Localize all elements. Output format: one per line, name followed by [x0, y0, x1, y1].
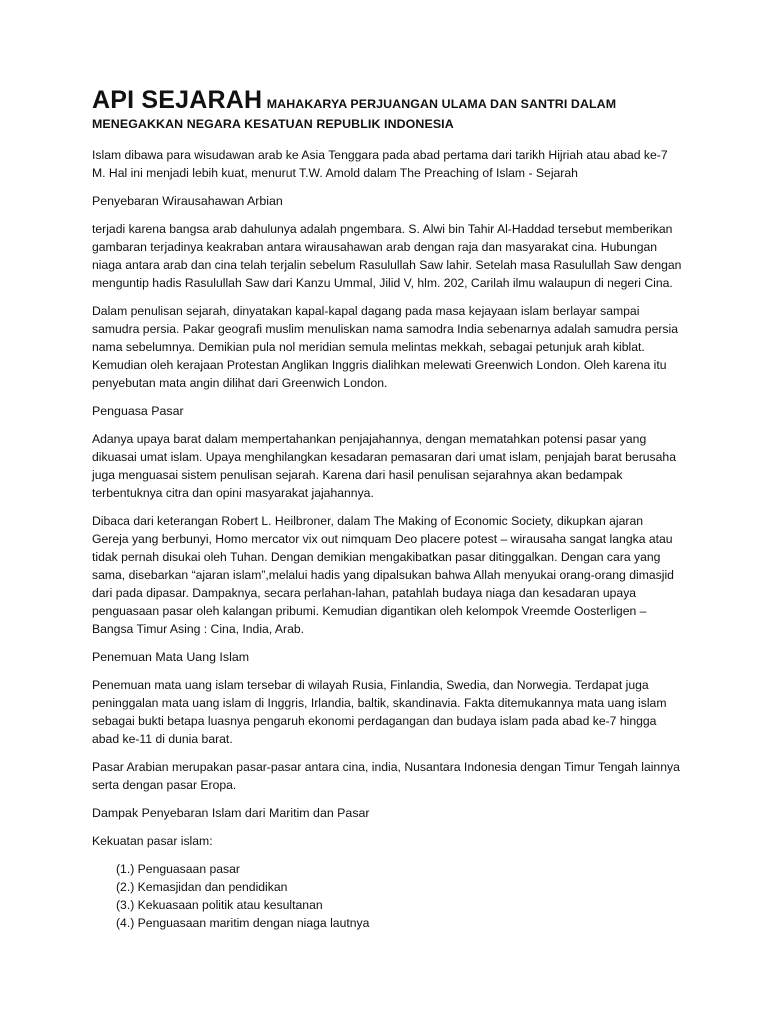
list-item: (4.) Penguasaan maritim dengan niaga lautnya: [116, 916, 370, 930]
paragraph: Dibaca dari keterangan Robert L. Heilbroner, dalam The Making of Economic Society, dikupkan ajaran Gereja yang berbunyi, Homo mercator vix out nimquam Deo placere potest – wirausaha sangat langka atau tidak pernah disukai oleh Tuhan. Dengan demikian mengakibatkan pasar ditinggalkan. Dengan cara yang sama, disebarkan “ajaran islam”,melalui hadis yang dipalsukan bahwa Allah menyukai orang-orang dimasjid dari pada dipasar. Dampaknya, secara perlahan-lahan, patahlah budaya niaga dan kesadaran upaya penguasaan pasar oleh kalangan pribumi. Kemudian digantikan oleh kelompok Vreemde Oosterligen – Bangsa Timur Asing : Cina, India, Arab.: [92, 514, 674, 636]
paragraph: Pasar Arabian merupakan pasar-pasar antara cina, india, Nusantara Indonesia dengan Timur Tengah lainnya serta dengan pasar Eropa.: [92, 760, 680, 792]
market-strength-list: [92, 860, 682, 932]
list-item: (1.) Penguasaan pasar: [116, 862, 240, 876]
title-subtitle: MAHAKARYA PERJUANGAN ULAMA DAN SANTRI DALAM MENEGAKKAN NEGARA KESATUAN REPUBLIK INDONESIA: [92, 97, 617, 131]
paragraph: Dalam penulisan sejarah, dinyatakan kapal-kapal dagang pada masa kejayaan islam berlayar sampai samudra persia. Pakar geografi muslim menuliskan nama samodra India sebenarnya adalah samudra persia nama sebelumnya. Demikian pula nol meridian semula melintas mekkah, sebagai petunjuk arah kiblat. Kemudian oleh kerajaan Protestan Anglikan Inggris dialihkan melewati Greenwich London. Oleh karena itu penyebutan mata angin dilihat dari Greenwich London.: [92, 304, 678, 390]
list-item: (3.) Kekuasaan politik atau kesultanan: [116, 898, 323, 912]
paragraph: Penemuan mata uang islam tersebar di wilayah Rusia, Finlandia, Swedia, dan Norwegia. Terdapat juga peninggalan mata uang islam di Inggris, Irlandia, baltik, skandinavia. Fakta ditemukannya mata uang islam sebagai bukti betapa luasnya pengaruh ekonomi perdagangan dan budaya islam pada abad ke-7 hingga abad ke-11 di dunia barat.: [92, 678, 667, 746]
section-heading-dampak: Dampak Penyebaran Islam dari Maritim dan Pasar: [92, 806, 370, 820]
section-heading-mata-uang: Penemuan Mata Uang Islam: [92, 650, 250, 664]
list-item: (2.) Kemasjidan dan pendidikan: [116, 880, 288, 894]
document-page: [92, 86, 682, 932]
paragraph: terjadi karena bangsa arab dahulunya adalah pngembara. S. Alwi bin Tahir Al-Haddad tersebut memberikan gambaran terjadinya keakraban antara wirausahawan arab dengan raja dan masyarakat cina. Hubungan niaga antara arab dan cina telah terjalin sebelum Rasulullah Saw lahir. Setelah masa Rasulullah Saw dengan menguntip hadis Rasulullah Saw dari Kanzu Ummal, Jilid V, hlm. 202, Carilah ilmu walaupun di negeri Cina.: [92, 222, 682, 290]
title-main: API SEJARAH: [92, 86, 263, 114]
paragraph: Kekuatan pasar islam:: [92, 834, 213, 848]
document-title: [92, 86, 682, 134]
section-heading-penguasa-pasar: Penguasa Pasar: [92, 404, 184, 418]
paragraph: Adanya upaya barat dalam mempertahankan penjajahannya, dengan mematahkan potensi pasar yang dikuasai umat islam. Upaya menghilangkan kesadaran pemasaran dari umat islam, penjajah barat berusaha juga menguasai sistem penulisan sejarah. Karena dari hasil penulisan sejarahnya akan bedampak terbentuknya citra dan opini masyarakat jajahannya.: [92, 432, 676, 500]
section-heading-penyebaran: Penyebaran Wirausahawan Arbian: [92, 194, 283, 208]
intro-paragraph: Islam dibawa para wisudawan arab ke Asia Tenggara pada abad pertama dari tarikh Hijriah atau abad ke-7 M. Hal ini menjadi lebih kuat, menurut T.W. Amold dalam The Preaching of Islam - Sejarah: [92, 148, 668, 180]
